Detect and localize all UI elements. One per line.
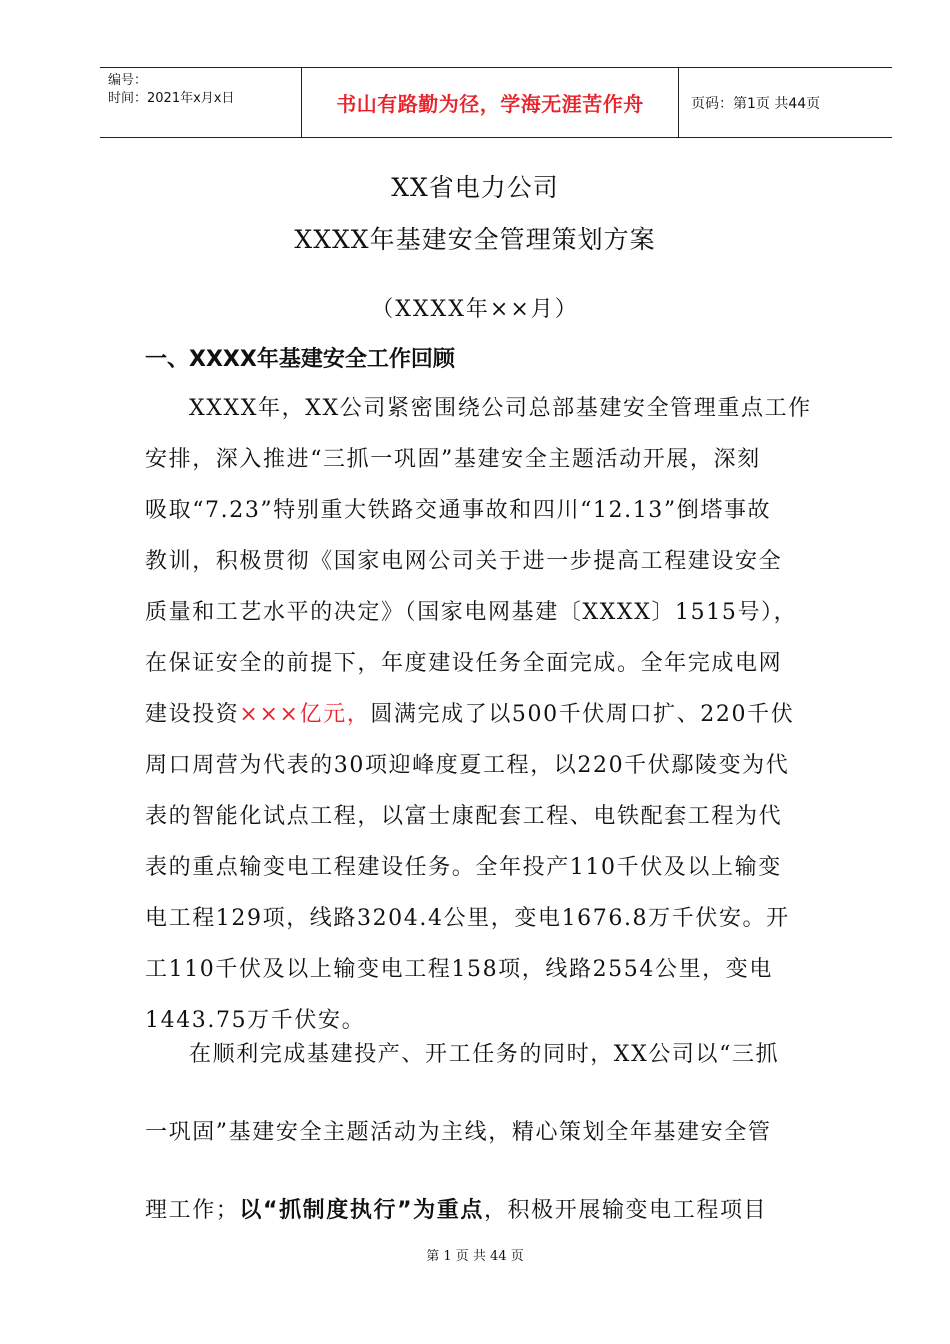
paragraph-line: 在保证安全的前提下，年度建设任务全面完成。全年完成电网 [145,651,783,676]
paragraph-line: 吸取“7.23”特别重大铁路交通事故和四川“12.13”倒塔事故 [145,498,772,523]
investment-pre: 建设投资 [145,702,240,727]
page-header [100,67,892,138]
header-page-info: 页码：第1页 共44页 [691,95,821,112]
page-footer: 第 1 页 共 44 页 [426,1249,524,1264]
investment-post: 圆满完成了以500千伏周口扩、220千伏 [370,702,795,727]
paragraph-line: 1443.75万千伏安。 [145,1008,366,1033]
document-title-line1: XX省电力公司 [391,173,559,202]
emphasis-post: ，积极开展输变电工程项目 [483,1198,768,1223]
paragraph-line: 工110千伏及以上输变电工程158项，线路2554公里，变电 [145,957,773,982]
paragraph-line: XXXX年，XX公司紧密围绕公司总部基建安全管理重点工作 [189,396,812,421]
number-label: 编号： [108,73,148,88]
emphasis-bold: 以“抓制度执行”为重点 [239,1198,484,1223]
paragraph-2 [145,1035,850,1269]
paragraph-line: 教训，积极贯彻《国家电网公司关于进一步提高工程建设安全 [145,549,783,574]
paragraph-line: 周口周营为代表的30项迎峰度夏工程，以220千伏鄢陵变为代 [145,753,790,778]
paragraph-line: 表的重点输变电工程建设任务。全年投产110千伏及以上输变 [145,855,782,880]
header-motto: 书山有路勤为径，学海无涯苦作舟 [302,68,679,137]
header-meta [100,68,302,137]
paragraph-line: 电工程129项，线路3204.4公里，变电1676.8万千伏安。开 [145,906,790,931]
paragraph-1 [145,383,850,1046]
investment-amount: ×××亿元， [239,702,371,727]
section-heading: 一、XXXX年基建安全工作回顾 [145,347,455,372]
emphasis-pre: 理工作； [145,1198,240,1223]
document-date: （XXXX年××月） [371,297,579,322]
paragraph-line: 质量和工艺水平的决定》（国家电网基建〔XXXX〕1515号）， [145,600,798,625]
paragraph-line-investment [145,689,850,740]
paragraph-line: 安排，深入推进“三抓一巩固”基建安全主题活动开展，深刻 [145,447,761,472]
document-title-line2: XXXX年基建安全管理策划方案 [294,225,656,254]
paragraph-line: 表的智能化试点工程，以富士康配套工程、电铁配套工程为代 [145,804,783,829]
paragraph-line: 一巩固”基建安全主题活动为主线，精心策划全年基建安全管 [145,1120,772,1145]
time-label: 时间：2021年x月x日 [108,91,235,106]
paragraph-line: 在顺利完成基建投产、开工任务的同时，XX公司以“三抓 [189,1042,780,1067]
